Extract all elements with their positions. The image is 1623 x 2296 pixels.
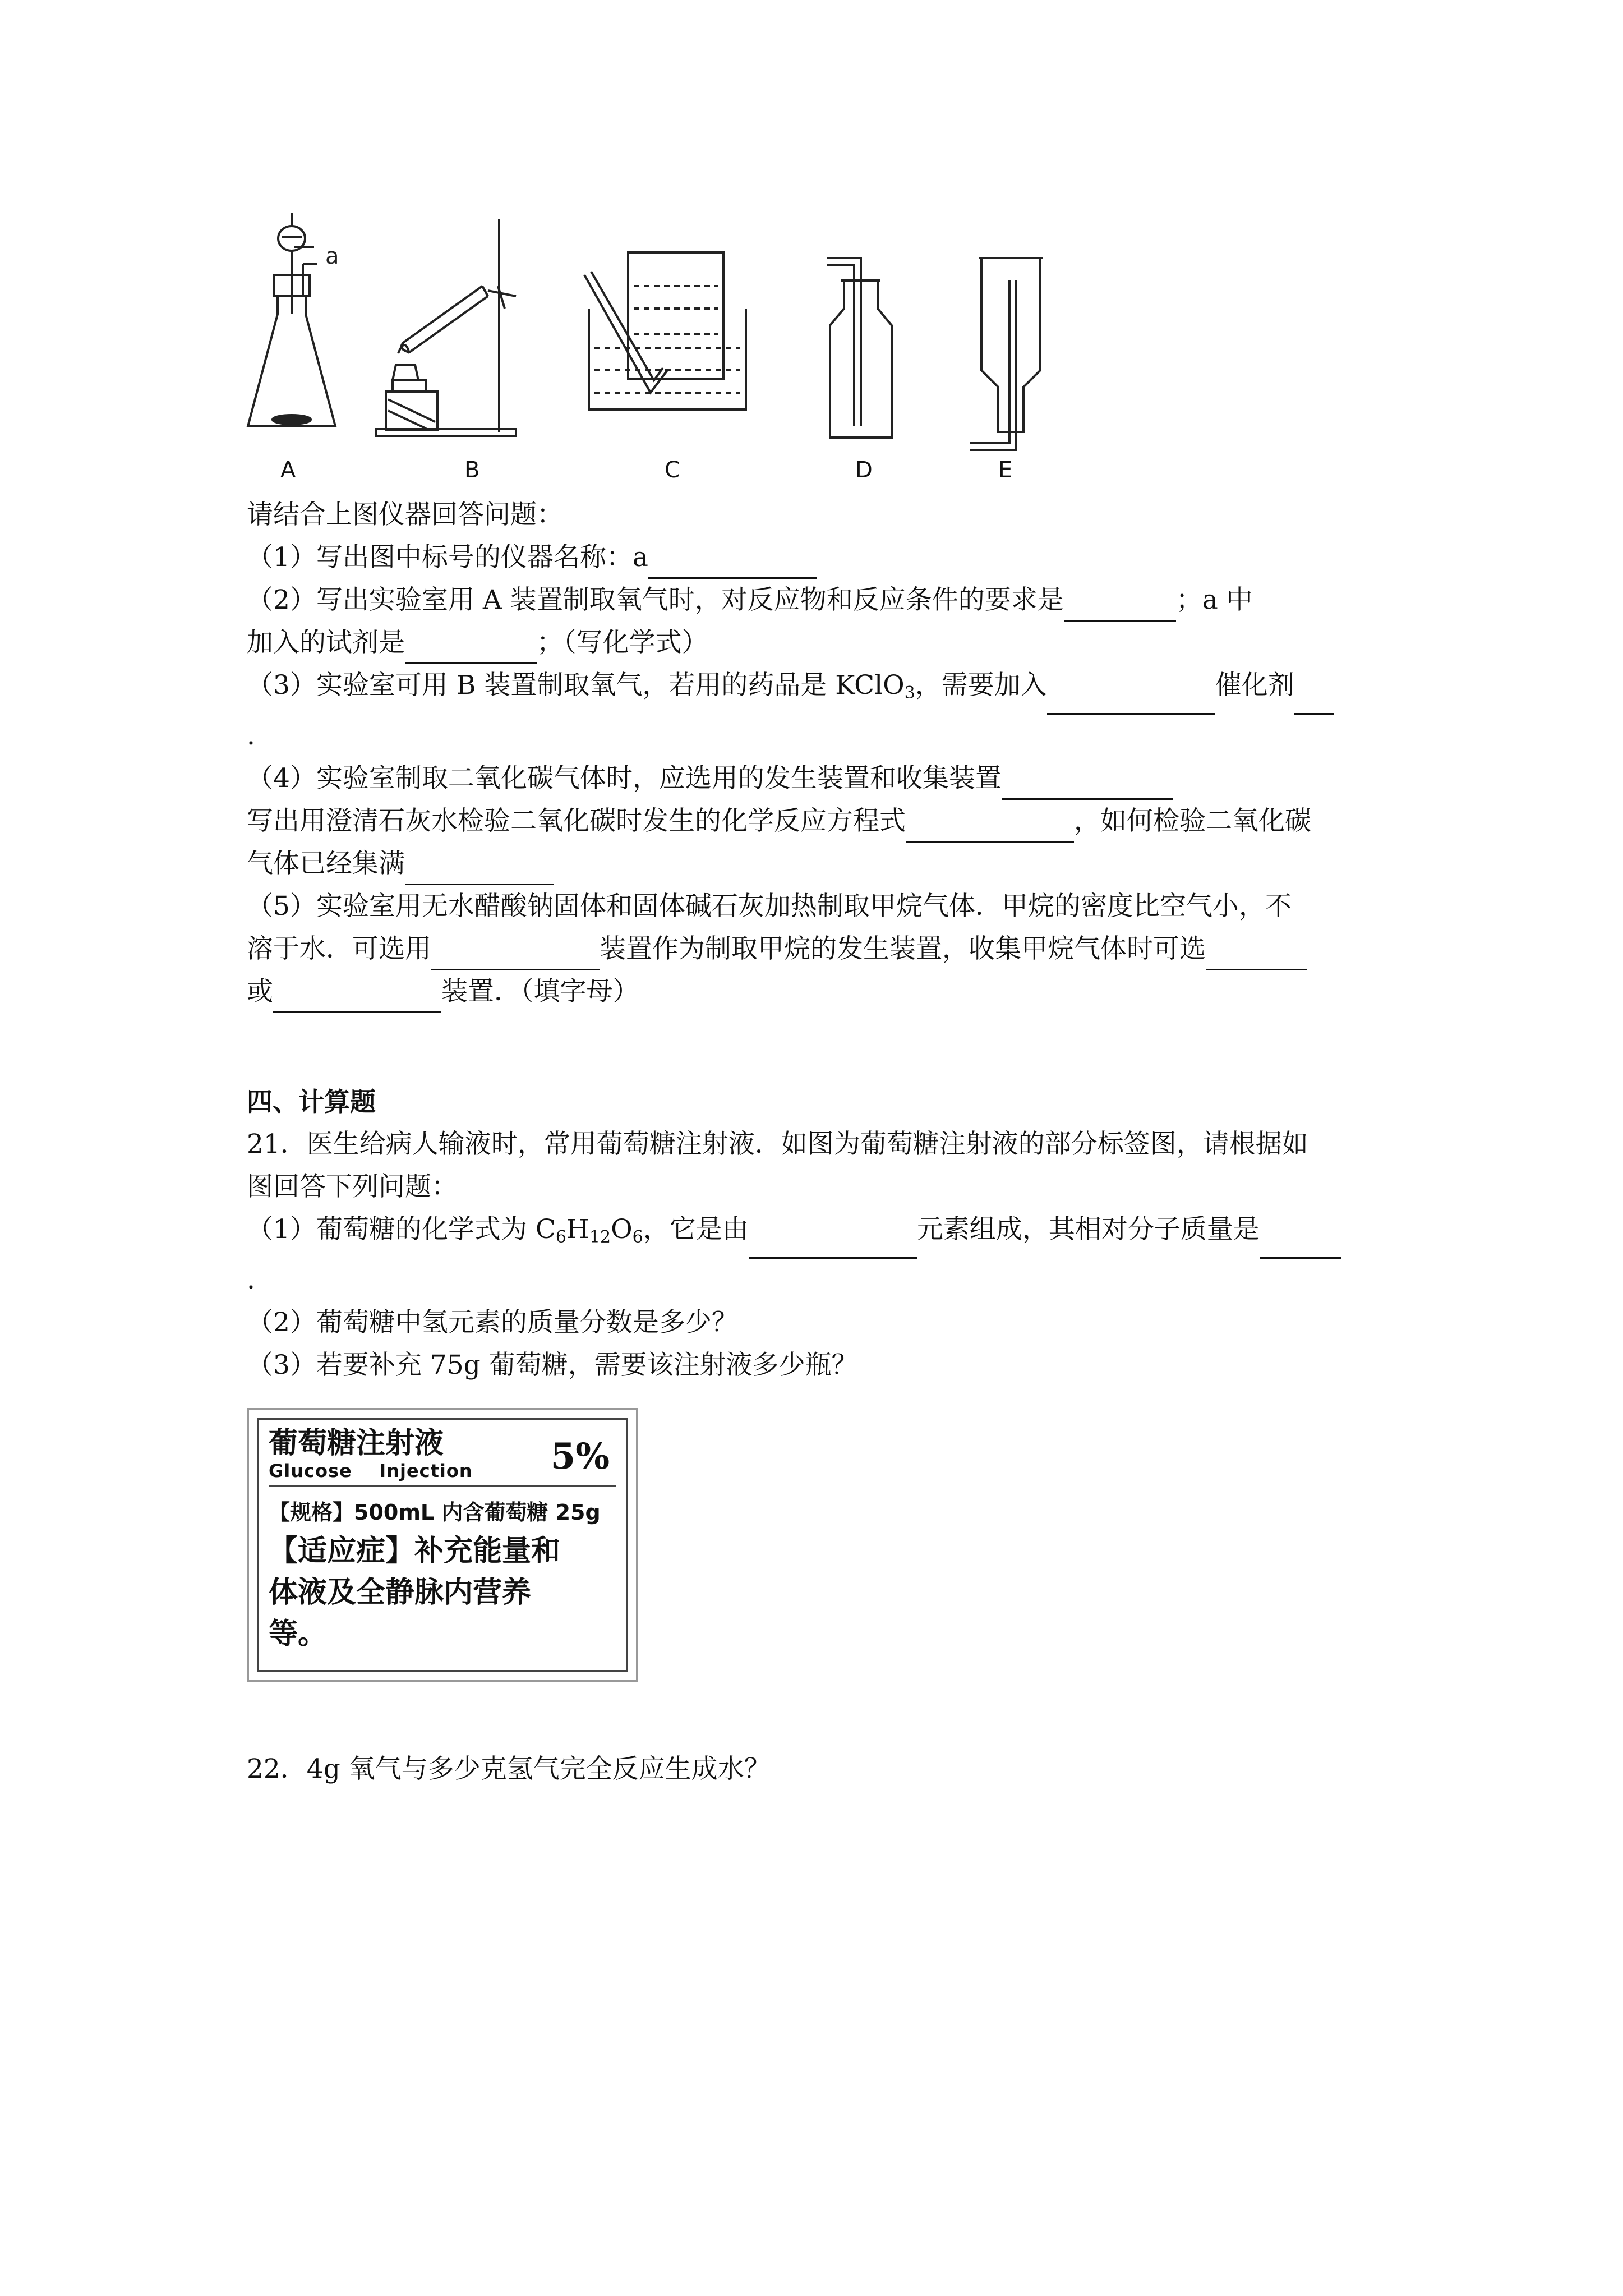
q20-part5-line2 bbox=[247, 928, 1391, 970]
apparatus-figure bbox=[241, 202, 1116, 494]
subscript: 6 bbox=[632, 1227, 643, 1247]
q20-part3-text-b: ，需要加入 bbox=[915, 670, 1047, 701]
label-inner bbox=[257, 1418, 628, 1672]
q21-part1-text: （1）葡萄糖的化学式为 C bbox=[247, 1214, 556, 1245]
q20-part3-text: （3）实验室可用 B 装置制取氧气，若用的药品是 KClO bbox=[247, 670, 905, 701]
answer-blank[interactable] bbox=[1206, 940, 1307, 970]
q20-part2-text-c: 加入的试剂是 bbox=[247, 627, 405, 658]
q22: 22．4g 氧气与多少克氢气完全反应生成水？ bbox=[247, 1754, 771, 1784]
document-page bbox=[247, 202, 1391, 1791]
answer-blank[interactable] bbox=[906, 812, 1074, 843]
label-spec: 【规格】500mL 内含葡萄糖 25g bbox=[269, 1500, 601, 1525]
q21-part1-text-b: ，它是由 bbox=[643, 1214, 749, 1245]
q20-part4-text-d: 气体已经集满 bbox=[247, 848, 405, 879]
q20-part4-line3 bbox=[247, 843, 1391, 885]
q20-part3-line2: . bbox=[247, 720, 255, 751]
answer-blank[interactable] bbox=[1047, 684, 1215, 715]
q20-part2-line1 bbox=[247, 579, 1391, 622]
apparatus-a-flask-funnel bbox=[248, 213, 335, 426]
subscript: 6 bbox=[555, 1227, 566, 1247]
figure-label-a: A bbox=[280, 457, 296, 483]
answer-blank[interactable] bbox=[1294, 684, 1334, 715]
figure-label-d: D bbox=[855, 457, 873, 483]
figure-label-b: B bbox=[464, 457, 480, 483]
section-heading: 四、计算题 bbox=[247, 1087, 376, 1117]
apparatus-c-trough bbox=[584, 252, 746, 409]
q20-part3-line1 bbox=[247, 664, 1391, 715]
q20-part5-text-d: 或 bbox=[247, 976, 273, 1007]
q20-part5-text-e: 装置．（填字母） bbox=[441, 976, 639, 1007]
q20-part1 bbox=[247, 536, 1391, 579]
q21-stem-line2: 图回答下列问题： bbox=[247, 1171, 458, 1202]
figure-label-e: E bbox=[998, 457, 1013, 483]
apparatus-d-bottle bbox=[827, 258, 892, 438]
q20-part3-text-c: 催化剂 bbox=[1215, 670, 1294, 701]
answer-blank[interactable] bbox=[273, 982, 441, 1013]
apparatus-b-heating bbox=[376, 219, 516, 436]
q21-part1-line1 bbox=[247, 1208, 1391, 1259]
q21-part1-line2: . bbox=[247, 1264, 255, 1295]
figure-label-c: C bbox=[665, 457, 680, 483]
answer-blank[interactable] bbox=[1002, 769, 1173, 800]
q20-intro: 请结合上图仪器回答问题： bbox=[247, 499, 563, 530]
q20-part4-line1 bbox=[247, 757, 1391, 800]
label-indication-1: 【适应症】补充能量和 bbox=[269, 1534, 561, 1568]
q21-part3: （3）若要补充 75g 葡萄糖，需要该注射液多少瓶？ bbox=[247, 1350, 858, 1381]
label-indication-2: 体液及全静脉内营养 bbox=[269, 1576, 532, 1609]
q20-part4-text-c: ，如何检验二氧化碳 bbox=[1074, 806, 1311, 836]
q20-part5-line3 bbox=[247, 970, 1391, 1013]
label-percent: 5% bbox=[550, 1435, 610, 1478]
answer-blank[interactable] bbox=[1064, 591, 1176, 622]
label-title: 葡萄糖注射液 bbox=[269, 1427, 444, 1460]
q20-part2-text-b: ；a 中 bbox=[1175, 585, 1253, 615]
answer-blank[interactable] bbox=[405, 854, 554, 885]
q20-part2-text: （2）写出实验室用 A 装置制取氧气时，对反应物和反应条件的要求是 bbox=[247, 585, 1064, 615]
answer-blank[interactable] bbox=[749, 1228, 917, 1259]
q21-part2: （2）葡萄糖中氢元素的质量分数是多少？ bbox=[247, 1307, 738, 1338]
q21-part1-text-c: 元素组成，其相对分子质量是 bbox=[916, 1214, 1260, 1245]
answer-blank[interactable] bbox=[1260, 1228, 1341, 1259]
apparatus-e-bottle bbox=[970, 258, 1043, 450]
q20-part2-line2 bbox=[247, 622, 1391, 664]
glucose-injection-label bbox=[247, 1408, 638, 1682]
q21-stem-line1: 21．医生给病人输液时，常用葡萄糖注射液．如图为葡萄糖注射液的部分标签图，请根据如 bbox=[247, 1129, 1308, 1159]
subscript: 12 bbox=[589, 1227, 611, 1247]
q20-part4-text: （4）实验室制取二氧化碳气体时，应选用的发生装置和收集装置 bbox=[247, 763, 1002, 794]
formula-element: H bbox=[566, 1214, 589, 1245]
q20-part5-text-c: 装置作为制取甲烷的发生装置，收集甲烷气体时可选 bbox=[600, 933, 1206, 964]
label-subtitle: Glucose Injection bbox=[269, 1460, 616, 1487]
answer-blank[interactable] bbox=[431, 940, 600, 970]
subscript: 3 bbox=[904, 683, 915, 703]
q20-part4-text-b: 写出用澄清石灰水检验二氧化碳时发生的化学反应方程式 bbox=[247, 806, 906, 836]
q20-part5-text-b: 溶于水．可选用 bbox=[247, 933, 431, 964]
q20-part1-text: （1）写出图中标号的仪器名称：a bbox=[247, 542, 648, 573]
formula-element: O bbox=[611, 1214, 633, 1245]
q20-part4-line2 bbox=[247, 800, 1391, 843]
label-indication-3: 等。 bbox=[269, 1617, 328, 1651]
marker-a: a bbox=[325, 243, 339, 269]
apparatus-drawing bbox=[241, 202, 1116, 460]
q20-part5-line1: （5）实验室用无水醋酸钠固体和固体碱石灰加热制取甲烷气体．甲烷的密度比空气小，不 bbox=[247, 891, 1292, 922]
answer-blank[interactable] bbox=[405, 633, 537, 664]
answer-blank[interactable] bbox=[648, 548, 817, 579]
q20-part2-text-d: ；（写化学式） bbox=[537, 627, 708, 658]
